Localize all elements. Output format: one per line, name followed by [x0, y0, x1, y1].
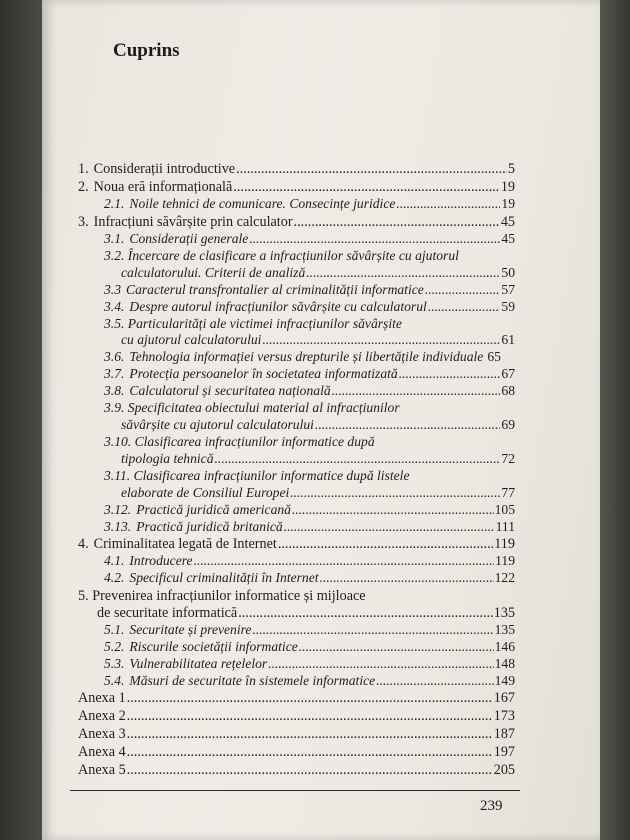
toc-entry-label: Practică juridică britanică — [136, 519, 283, 534]
toc-page-number: 59 — [501, 299, 515, 314]
toc-page-number: 105 — [494, 502, 515, 517]
toc-entry-anexa-3[interactable] — [78, 727, 515, 741]
leader-dots — [127, 745, 493, 759]
leader-dots — [315, 418, 500, 432]
toc-entry-label: de securitate informatică — [97, 605, 238, 621]
toc-entry-label: elaborate de Consiliul Europei — [121, 485, 290, 500]
toc-entry-5-4[interactable]: 5.4. Măsuri de securitate în sistemele informatice ..... 149 — [104, 674, 515, 688]
toc-page-number: 146 — [494, 639, 515, 654]
toc-entry-label: Considerații generale — [129, 231, 249, 246]
toc-entry-3-9-first-line[interactable]: 3.9. Specificitatea obiectului material al infracțiunilor — [104, 400, 400, 415]
leader-dots — [399, 367, 501, 381]
toc-entry-label: Măsuri de securitate în sistemele informatice — [129, 673, 376, 688]
toc-entry-anexa-2[interactable] — [78, 709, 515, 723]
leader-dots — [127, 763, 493, 777]
toc-entry-anexa-1[interactable] — [78, 691, 515, 705]
toc-entry-label: Infracțiuni săvârșite prin calculator — [93, 214, 293, 230]
toc-entry-label: Anexa 4 — [78, 744, 126, 760]
toc-page-number: 61 — [501, 332, 515, 347]
toc-page-number: 19 — [500, 179, 515, 195]
leader-dots — [249, 232, 500, 246]
leader-dots — [425, 283, 501, 297]
toc-entry-anexa-4[interactable] — [78, 745, 515, 759]
leader-dots — [127, 727, 493, 741]
toc-entry-label: Despre autorul infracțiunilor săvârșite cu calculatorul — [129, 299, 427, 314]
toc-entry-label: Securitate și prevenire — [129, 622, 252, 637]
toc-entry-label: Introducere — [129, 553, 193, 568]
leader-dots — [252, 623, 493, 637]
toc-entry-label: Anexa 5 — [78, 762, 126, 778]
toc-page-number: 19 — [501, 196, 515, 211]
toc-entry-3-1[interactable]: 3.1. Considerații generale ..... 45 — [104, 232, 515, 246]
toc-entry-label: Criminalitatea legată de Internet — [93, 536, 277, 552]
leader-dots — [284, 520, 495, 534]
leader-dots — [278, 537, 493, 551]
toc-page-number: 111 — [495, 519, 515, 534]
toc-entry-label: Considerații introductive — [93, 161, 236, 177]
leader-dots — [299, 640, 494, 654]
leader-dots — [194, 554, 495, 568]
toc-entry-3-9[interactable] — [121, 418, 515, 432]
page-title: Cuprins — [113, 40, 180, 61]
toc-page-number: 122 — [494, 570, 515, 585]
toc-entry-3[interactable]: 3. Infracțiuni săvârșite prin calculator ..... 45 — [78, 215, 515, 229]
leader-dots — [292, 503, 494, 517]
toc-entry-5-2[interactable]: 5.2. Riscurile societății informatice ..... 146 — [104, 640, 515, 654]
toc-entry-4[interactable]: 4. Criminalitatea legată de Internet ..... 119 — [78, 537, 515, 551]
toc-page-number: 205 — [493, 762, 515, 778]
page-number: 239 — [480, 798, 503, 814]
toc-page-number: 135 — [494, 622, 515, 637]
leader-dots — [396, 197, 500, 211]
toc-entry-label: Vulnerabilitatea rețelelor — [129, 656, 268, 671]
toc-entry-label: calculatorului. Criterii de analiză — [121, 265, 306, 280]
toc-page-number: 67 — [501, 366, 515, 381]
toc-entry-label: Caracterul transfrontalier al criminalității informatice — [126, 282, 424, 297]
toc-entry-3-6[interactable]: 3.6. Tehnologia informației versus drepturile și libertățile individuale 65 — [104, 349, 501, 364]
toc-page-number: 173 — [493, 708, 515, 724]
leader-dots — [306, 266, 500, 280]
toc-entry-1[interactable]: 1. Considerații introductive ..... 5 — [78, 162, 515, 176]
toc-entry-5-1[interactable]: 5.1. Securitate și prevenire ..... 135 — [104, 623, 515, 637]
toc-entry-3-2-first-line[interactable]: 3.2. Încercare de clasificare a infracțiunilor săvârșite cu ajutorul — [104, 248, 459, 263]
toc-page-number: 68 — [501, 383, 515, 398]
leader-dots — [428, 300, 501, 314]
leader-dots — [332, 384, 501, 398]
toc-page-number: 72 — [501, 451, 515, 466]
toc-page-number: 45 — [500, 214, 515, 230]
toc-entry-label: Anexa 2 — [78, 708, 126, 724]
toc-entry-3-13[interactable]: 3.13. Practică juridică britanică ..... 111 — [104, 520, 515, 534]
toc-entry-2-1[interactable]: 2.1. Noile tehnici de comunicare. Consecințe juridice ..... 19 — [104, 197, 515, 211]
toc-entry-3-11-first-line[interactable]: 3.11. Clasificarea infracțiunilor informatice după listele — [104, 468, 410, 483]
toc-entry-3-10[interactable] — [121, 452, 515, 466]
toc-page-number: 167 — [493, 690, 515, 706]
toc-page-number: 69 — [501, 417, 515, 432]
toc-page-number: 148 — [494, 656, 515, 671]
leader-dots — [262, 333, 500, 347]
leader-dots — [215, 452, 501, 466]
toc-entry-label: Anexa 1 — [78, 690, 126, 706]
toc-page-number: 197 — [493, 744, 515, 760]
toc-page-number: 149 — [494, 673, 515, 688]
toc-entry-label: Anexa 3 — [78, 726, 126, 742]
toc-entry-5-first-line[interactable]: 5. Prevenirea infracțiunilor informatice și mijloace — [78, 588, 366, 604]
toc-entry-3-7[interactable]: 3.7. Protecția persoanelor în societatea informatizată ..... 67 — [104, 367, 515, 381]
toc-entry-3-11[interactable] — [121, 486, 515, 500]
toc-page-number: 5 — [507, 161, 515, 177]
leader-dots — [127, 691, 493, 705]
footer-rule — [70, 790, 520, 791]
leader-dots — [268, 657, 493, 671]
toc-entry-label: Riscurile societății informatice — [129, 639, 298, 654]
leader-dots — [236, 162, 507, 176]
toc-entry-label: Noua eră informațională — [93, 179, 233, 195]
toc-entry-4-1[interactable]: 4.1. Introducere ..... 119 — [104, 554, 515, 568]
leader-dots — [238, 606, 492, 620]
toc-entry-3-2[interactable] — [121, 266, 515, 280]
toc-entry-label: Specificul criminalității în Internet — [129, 570, 319, 585]
toc-entry-label: Tehnologia informației versus drepturile și libertățile individuale — [129, 349, 484, 364]
toc-entry-5[interactable] — [97, 606, 515, 620]
toc-entry-label: tipologia tehnică — [121, 451, 214, 466]
leader-dots — [320, 571, 494, 585]
toc-page-number: 135 — [493, 605, 515, 621]
toc-entry-label: cu ajutorul calculatorului — [121, 332, 262, 347]
leader-dots — [233, 180, 500, 194]
toc-entry-label: Practică juridică americană — [136, 502, 291, 517]
toc-page-number: 57 — [501, 282, 515, 297]
toc-page-number: 45 — [501, 231, 515, 246]
toc-entry-label: Protecția persoanelor în societatea informatizată — [129, 366, 398, 381]
toc-entry-3-12[interactable]: 3.12. Practică juridică americană ..... 105 — [104, 503, 515, 517]
toc-page-number: 119 — [494, 536, 515, 552]
leader-dots — [376, 674, 493, 688]
toc-entry-label: Noile tehnici de comunicare. Consecințe juridice — [129, 196, 396, 211]
toc-page-number: 187 — [493, 726, 515, 742]
toc-entry-3-4[interactable]: 3.4. Despre autorul infracțiunilor săvârșite cu calculatorul ..... 59 — [104, 300, 515, 314]
toc-entry-5-3[interactable]: 5.3. Vulnerabilitatea rețelelor ..... 148 — [104, 657, 515, 671]
toc-entry-label: Calculatorul și securitatea națională — [129, 383, 331, 398]
toc-entry-label: săvârșite cu ajutorul calculatorului — [121, 417, 314, 432]
leader-dots — [294, 215, 500, 229]
toc-page-number: 119 — [495, 553, 515, 568]
toc-entry-2[interactable]: 2. Noua eră informațională ..... 19 — [78, 180, 515, 194]
toc-entry-4-2[interactable]: 4.2. Specificul criminalității în Internet ..... 122 — [104, 571, 515, 585]
toc-entry-3-3[interactable]: 3.3 Caracterul transfrontalier al criminalității informatice ..... 57 — [104, 283, 515, 297]
toc-page-number: 77 — [501, 485, 515, 500]
toc-entry-3-10-first-line[interactable]: 3.10. Clasificarea infracțiunilor informatice după — [104, 434, 375, 449]
toc-page-number: 65 — [487, 349, 501, 364]
toc-page-number: 50 — [501, 265, 515, 280]
leader-dots — [127, 709, 493, 723]
toc-entry-3-8[interactable]: 3.8. Calculatorul și securitatea națională ..... 68 — [104, 384, 515, 398]
leader-dots — [290, 486, 500, 500]
toc-entry-3-5-first-line[interactable]: 3.5. Particularități ale victimei infracțiunilor săvârșite — [104, 316, 402, 331]
toc-entry-anexa-5[interactable] — [78, 763, 515, 777]
toc-entry-3-5[interactable] — [121, 333, 515, 347]
